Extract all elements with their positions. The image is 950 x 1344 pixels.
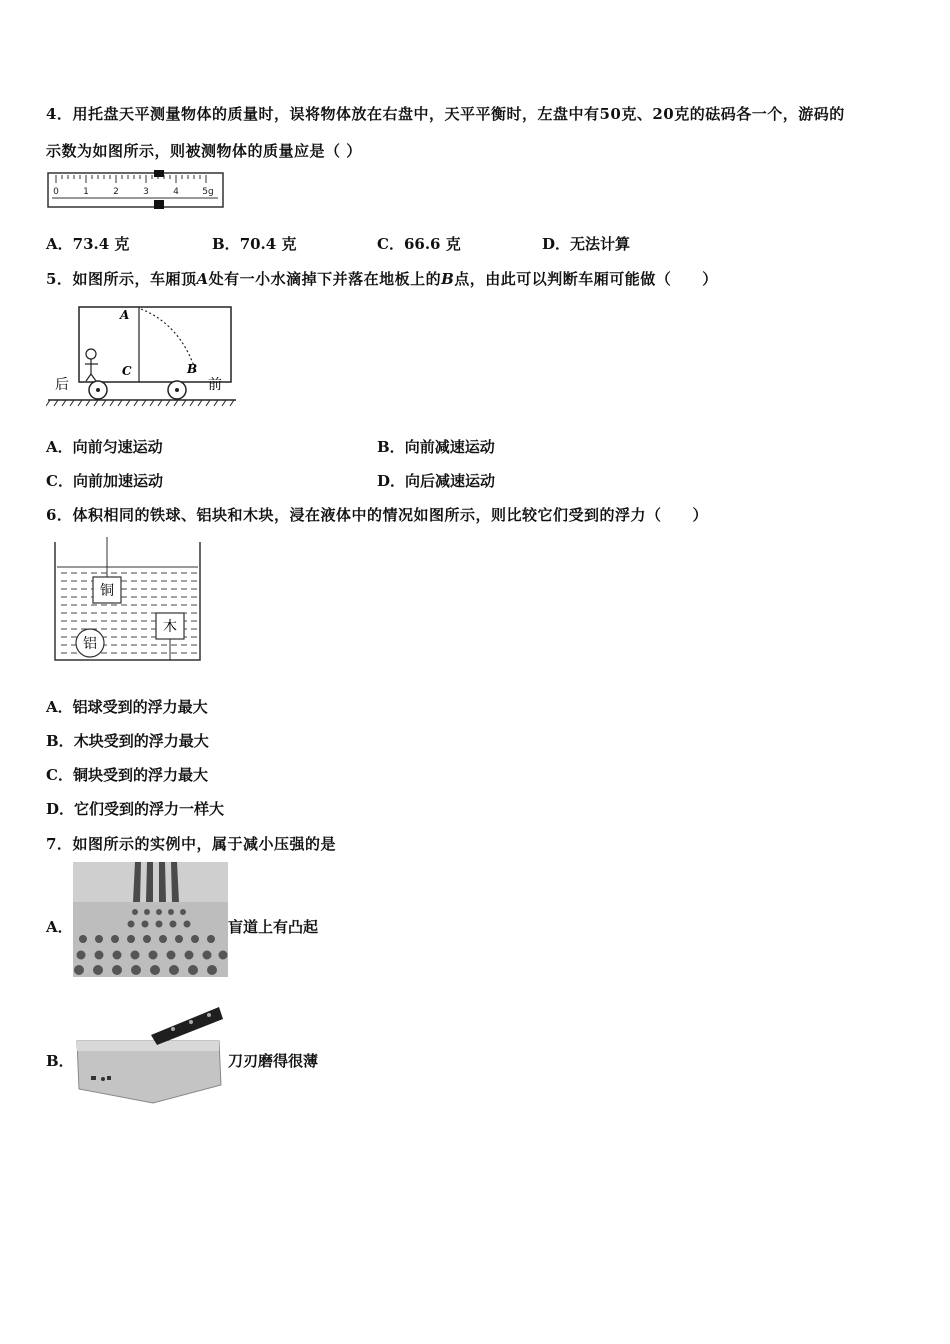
q5-option-a[interactable]: A．向前匀速运动 xyxy=(46,438,163,456)
q7-option-a-letter[interactable]: A． xyxy=(46,918,73,936)
label-front: 前 xyxy=(208,377,222,393)
ruler-label-2: 2 xyxy=(113,187,119,197)
q4-number: 4． xyxy=(46,105,73,123)
label-back: 后 xyxy=(55,377,69,393)
ruler-label-3: 3 xyxy=(143,187,149,197)
q7-option-b-text[interactable]: 刀刃磨得很薄 xyxy=(228,1052,319,1070)
q4-stem-line2: 示数为如图所示，则被测物体的质量应是（ ） xyxy=(46,142,362,160)
q5-option-c[interactable]: C．向前加速运动 xyxy=(46,472,163,490)
tactile-paving-photo xyxy=(73,862,228,977)
q4-stem-line1 xyxy=(46,103,845,124)
q6-option-b[interactable]: B．木块受到的浮力最大 xyxy=(46,732,209,750)
label-a: A xyxy=(120,308,130,322)
q7-option-a-text[interactable]: 盲道上有凸起 xyxy=(228,918,319,936)
q5-point-b: B xyxy=(441,270,455,288)
q4-option-c[interactable]: C．66.6 克 xyxy=(377,235,461,253)
q6-number: 6． xyxy=(46,506,73,524)
q5-number: 5． xyxy=(46,270,73,288)
q4-option-a[interactable]: A．73.4 克 xyxy=(46,235,130,253)
copper-label: 铜 xyxy=(100,583,114,599)
q7-stem: 7．如图所示的实例中，属于减小压强的是 xyxy=(46,835,336,853)
balance-rider-ruler xyxy=(46,170,228,212)
q5-stem: 5．如图所示，车厢顶A处有一小水滴掉下并落在地板上的B点，由此可以判断车厢可能做（ ） xyxy=(46,270,718,288)
q4-option-b[interactable]: B．70.4 克 xyxy=(212,235,297,253)
aluminum-label: 铝 xyxy=(83,636,97,652)
q4-stem-text1: 用托盘天平测量物体的质量时，误将物体放在右盘中，天平平衡时，左盘中有50克、20克的砝码各一个，游码的 xyxy=(72,105,845,123)
cleaver-knife-photo xyxy=(73,1003,225,1105)
label-b: B xyxy=(187,362,198,376)
train-car-figure xyxy=(46,300,241,410)
q6-stem: 6．体积相同的铁球、铝块和木块，浸在液体中的情况如图所示，则比较它们受到的浮力（ ） xyxy=(46,506,708,524)
ruler-label-0: 0 xyxy=(53,187,59,197)
q6-option-a[interactable]: A．铝球受到的浮力最大 xyxy=(46,698,208,716)
q4-option-d[interactable]: D．无法计算 xyxy=(542,235,631,253)
rider-top xyxy=(154,170,164,177)
wood-label: 木 xyxy=(163,619,177,635)
knife-handle xyxy=(151,1007,223,1045)
ruler-label-5g: 5g xyxy=(202,187,214,197)
ruler-label-1: 1 xyxy=(83,187,89,197)
buoyancy-container-figure xyxy=(50,537,205,665)
q5-point-a: A xyxy=(196,270,209,288)
q6-option-c[interactable]: C．铜块受到的浮力最大 xyxy=(46,766,208,784)
ground-hatch xyxy=(46,400,234,406)
q7-number: 7． xyxy=(46,835,73,853)
label-c: C xyxy=(122,364,132,378)
q5-option-b[interactable]: B．向前减速运动 xyxy=(377,438,495,456)
rider-bottom xyxy=(154,200,164,209)
q6-option-d[interactable]: D．它们受到的浮力一样大 xyxy=(46,800,225,818)
q5-option-d[interactable]: D．向后减速运动 xyxy=(377,472,496,490)
car-body xyxy=(79,307,231,382)
q7-option-b-letter[interactable]: B． xyxy=(46,1052,74,1070)
ruler-label-4: 4 xyxy=(173,187,179,197)
